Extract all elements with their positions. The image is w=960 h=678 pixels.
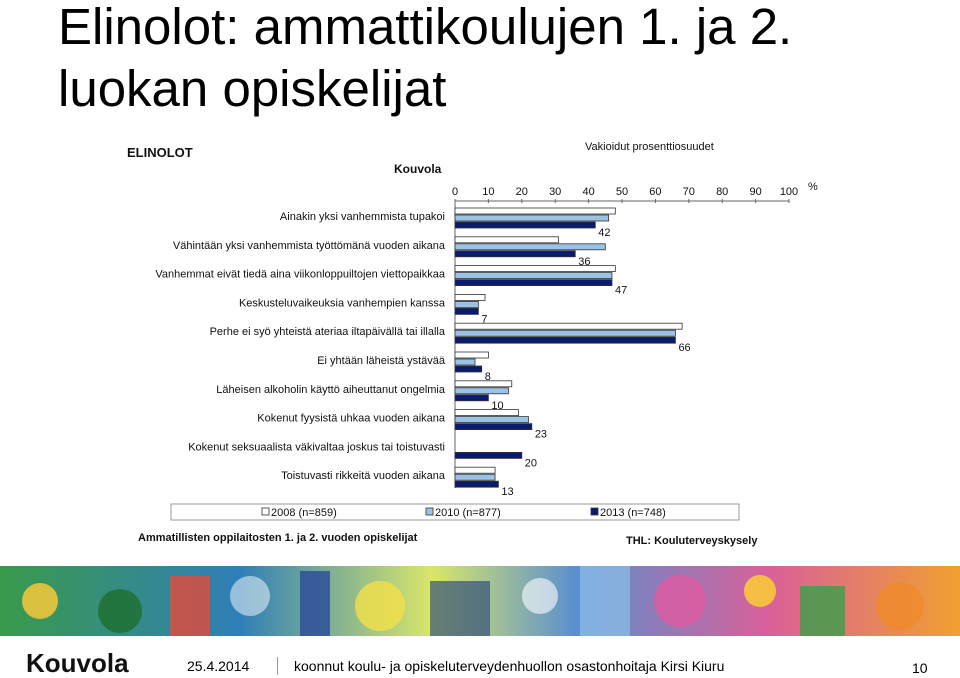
bar-2010-7	[455, 417, 528, 423]
bar-2010-2	[455, 273, 612, 279]
legend	[262, 507, 666, 519]
category-label: Kokenut fyysistä uhkaa vuoden aikana	[257, 412, 445, 425]
bar-2010-6	[455, 388, 508, 394]
bar-2013-4	[455, 337, 675, 343]
data-label: 23	[534, 428, 548, 441]
x-tick-label: 90	[749, 186, 762, 198]
bar-2008-3	[455, 294, 485, 300]
chart-subtitle: Kouvola	[394, 162, 442, 176]
legend-swatch	[591, 508, 598, 515]
bar-2013-0	[455, 222, 595, 228]
legend-swatch	[426, 508, 433, 515]
chart-unit-label: %	[808, 181, 818, 193]
category-label: Toistuvasti rikkeitä vuoden aikana	[281, 470, 445, 483]
data-label: 20	[524, 457, 538, 470]
kouvola-logo	[26, 648, 156, 678]
logo-text: Kouvola	[26, 648, 129, 678]
bar-2008-7	[455, 410, 518, 416]
x-tick-label: 10	[482, 186, 495, 198]
data-label: 10	[491, 399, 504, 412]
source-right: THL: Kouluterveyskysely	[626, 535, 758, 547]
data-label: 66	[678, 342, 691, 355]
category-label: Perhe ei syö yhteistä ateriaa iltapäivällä tai illalla	[209, 326, 445, 339]
footer-separator	[277, 657, 278, 675]
legend-label: 2008 (n=859)	[271, 507, 337, 519]
category-label: Läheisen alkoholin käyttö aiheuttanut ongelmia	[216, 383, 445, 396]
bar-2008-5	[455, 352, 488, 358]
chart-header-left: ELINOLOT	[127, 145, 193, 160]
data-label: 36	[578, 255, 591, 268]
bar-2010-1	[455, 244, 605, 250]
page-number: 10	[912, 660, 928, 676]
bar-2013-6	[455, 395, 488, 401]
bar-2013-2	[455, 280, 612, 286]
category-label: Keskusteluvaikeuksia vanhempien kanssa	[238, 297, 445, 310]
footer-date: 25.4.2014	[187, 658, 250, 674]
category-label: Vanhemmat eivät tiedä aina viikonloppuiltojen viettopaikkaa	[155, 268, 445, 281]
source-left: Ammatillisten oppilaitosten 1. ja 2. vuoden opiskelijat	[138, 532, 418, 544]
slide-title: Elinolot: ammattikoulujen 1. ja 2. luokan opiskelijat	[58, 0, 793, 117]
data-label: 8	[484, 371, 491, 383]
category-label: Ainakin yksi vanhemmista tupakoi	[279, 211, 445, 223]
bar-2010-9	[455, 474, 495, 480]
bar-2008-6	[455, 381, 512, 387]
decorative-banner	[0, 566, 960, 636]
bar-group	[455, 208, 682, 487]
bar-2010-4	[455, 330, 675, 336]
legend-label: 2013 (n=748)	[600, 507, 666, 519]
bar-2008-4	[455, 323, 682, 329]
bar-2010-3	[455, 301, 478, 307]
category-label-group	[155, 211, 446, 482]
data-label: 47	[614, 284, 628, 297]
bar-2013-7	[455, 424, 532, 430]
x-tick-label: 70	[682, 186, 695, 198]
x-tick-label: 100	[779, 186, 799, 198]
category-label: Kokenut seksuaalista väkivaltaa joskus tai toistuvasti	[188, 441, 445, 454]
x-tick-label: 40	[582, 186, 595, 198]
bar-2008-0	[455, 208, 615, 214]
category-label: Vähintään yksi vanhemmista työttömänä vuoden aikana	[172, 239, 445, 252]
bar-2013-9	[455, 481, 498, 487]
bar-2010-5	[455, 359, 475, 365]
category-label: Ei yhtään läheistä ystävää	[317, 355, 445, 367]
x-tick-label: 60	[649, 186, 662, 198]
x-tick-label: 20	[515, 186, 528, 198]
data-label: 7	[481, 313, 488, 326]
footer-author: koonnut koulu- ja opiskeluterveydenhuollon osastonhoitaja Kirsi Kiuru	[294, 658, 725, 674]
x-tick-label: 0	[451, 186, 459, 198]
tick-group	[452, 186, 798, 203]
x-tick-label: 80	[716, 186, 729, 198]
data-label: 42	[598, 227, 611, 239]
data-label: 13	[501, 486, 514, 499]
bar-2013-3	[455, 308, 478, 314]
x-tick-label: 30	[549, 186, 562, 198]
x-tick-label: 50	[615, 186, 629, 198]
bar-2008-1	[455, 237, 559, 243]
bar-2013-1	[455, 251, 575, 257]
legend-label: 2010 (n=877)	[435, 507, 501, 519]
chart-header-right: Vakioidut prosenttiosuudet	[585, 141, 714, 153]
legend-swatch	[262, 508, 269, 515]
bar-2008-9	[455, 467, 495, 473]
bar-2013-8	[455, 452, 522, 458]
bar-2010-0	[455, 215, 609, 221]
bar-2013-5	[455, 366, 482, 372]
bar-2008-2	[455, 266, 615, 272]
